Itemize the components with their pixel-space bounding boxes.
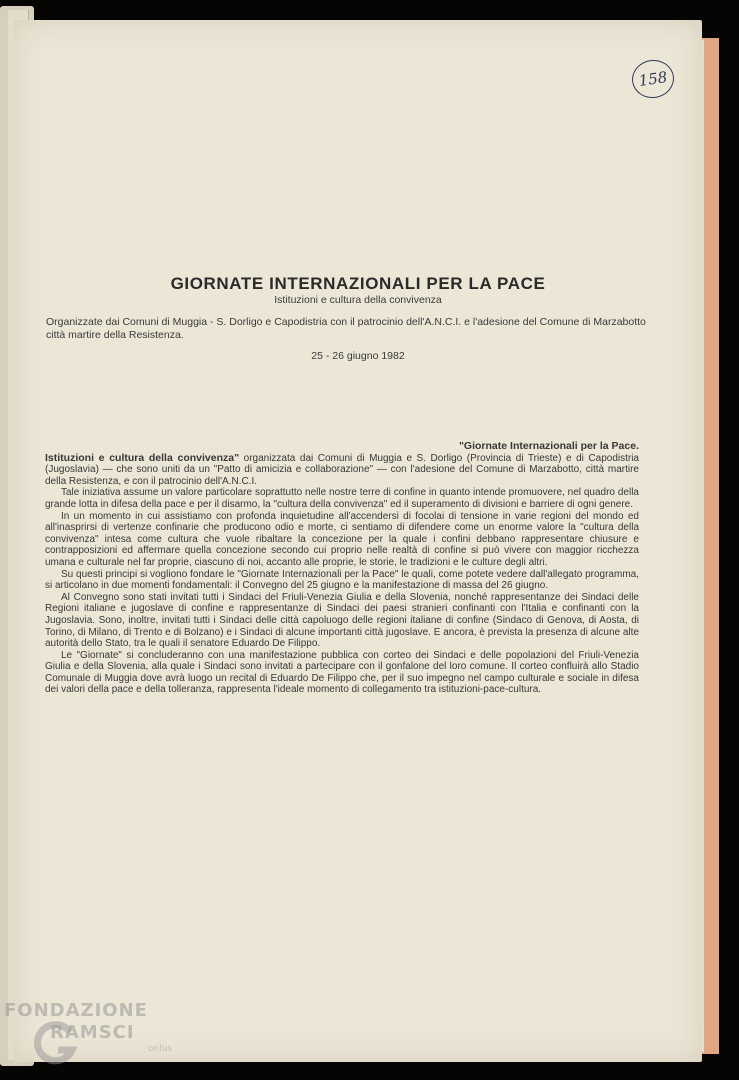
paragraph-4: Su questi principi si vogliono fondare le "Giornate Internazionali per la Pace" le quali, come potete vedere dall'allegato programma, si articolano in due momenti fondamentali: il Convegno del 25 giugno e la manifestazione di massa del 26 giugno. [45, 568, 639, 592]
document-title: GIORNATE INTERNAZIONALI PER LA PACE [170, 274, 546, 293]
handwritten-page-number: 158 [630, 57, 677, 100]
organizers-intro: Organizzate dai Comuni di Muggia - S. Dorligo e Capodistria con il patrocinio dell'A.N.C.I. e l'adesione del Comune di Marzabotto città martire della Resistenza. [46, 316, 646, 341]
lead-bold-right: "Giornate Internazionali per la Pace. [458, 440, 639, 452]
paragraph-5: Al Convegno sono stati invitati tutti i Sindaci del Friuli-Venezia Giulia e della Slovenia, nonché rappresentanze dei Sindaci delle Regioni italiane e jugoslave di confine e rappresentanze di Sindaci dei paesi stranieri confinanti con l'Italia e confinanti con la Jugoslavia. Sono, inoltre, invitati tutti i Sindaci delle città capoluogo delle regioni italiane di confine (Sindaco di Genova, di Aosta, di Torino, di Milano, di Trento e di Bolzano) e i Sindaci di alcune importanti città jugoslave. E ancora, è prevista la presenza di alcune alte autorità dello Stato, tra le quali il senatore Eduardo De Filippo. [45, 591, 639, 650]
document-body [45, 441, 639, 696]
watermark-line-1: FONDAZIONE [4, 1000, 148, 1021]
watermark [4, 998, 194, 1078]
lead-bold-left: Istituzioni e cultura della convivenza" [45, 451, 240, 464]
document-subtitle: Istituzioni e cultura della convivenza [274, 294, 442, 306]
watermark-line-3: onlus [148, 1044, 173, 1054]
event-date: 25 - 26 giugno 1982 [311, 350, 405, 362]
watermark-line-2: RAMSCI [50, 1022, 135, 1043]
paragraph-2: Tale iniziativa assume un valore particolare soprattutto nelle nostre terre di confine in quanto intende promuovere, nel quadro della grande lotta in difesa della pace e per il disarmo, la "cultura della convivenza" ed il superamento di divisioni e barriere di ogni genere. [45, 487, 639, 510]
paragraph-1 [45, 453, 639, 488]
paragraph-1-text: organizzata dai Comuni di Muggia e S. Dorligo (Provincia di Trieste) e di Capodistria (Jugoslavia) — che sono uniti da un "Patto di amicizia e collaborazione" — con l'adesione del Comune di Marzabotto, città martire della Resistenza, e con il patrocinio dell'A.N.C.I. [45, 452, 639, 487]
paragraph-3: In un momento in cui assistiamo con profonda inquietudine all'accendersi di focolai di tensione in varie regioni del mondo ed all'inasprirsi di vertenze confinarie che producono odio e morte, ci sentiamo di difendere come un enorme valore la "cultura della convivenza" intesa come cultura che vuole ribaltare la concezione per la quale i confini debbano rappresentare chiusure e contrapposizioni ed affermare quella concezione secondo cui proprio nelle realtà di confine si può vivere con maggior ricchezza umana e culturale nel far proprie, ciascuno di noi, accanto alle proprie, le storie, le tradizioni e le culture degli altri. [45, 510, 639, 568]
paragraph-6: Le "Giornate" si concluderanno con una manifestazione pubblica con corteo dei Sindaci e delle popolazioni del Friuli-Venezia Giulia e della Slovenia, alla quale i Sindaci sono invitati a partecipare con il gonfalone del loro comune. Il corteo confluirà allo Stadio Comunale di Muggia dove avrà luogo un recital di Eduardo De Filippo che, per il suo impegno nel campo culturale e sociale in difesa dei valori della pace e della tolleranza, rappresenta l'ideale momento di collegamento tra istituzioni-pace-cultura. [45, 649, 639, 696]
document-page [14, 20, 702, 1062]
